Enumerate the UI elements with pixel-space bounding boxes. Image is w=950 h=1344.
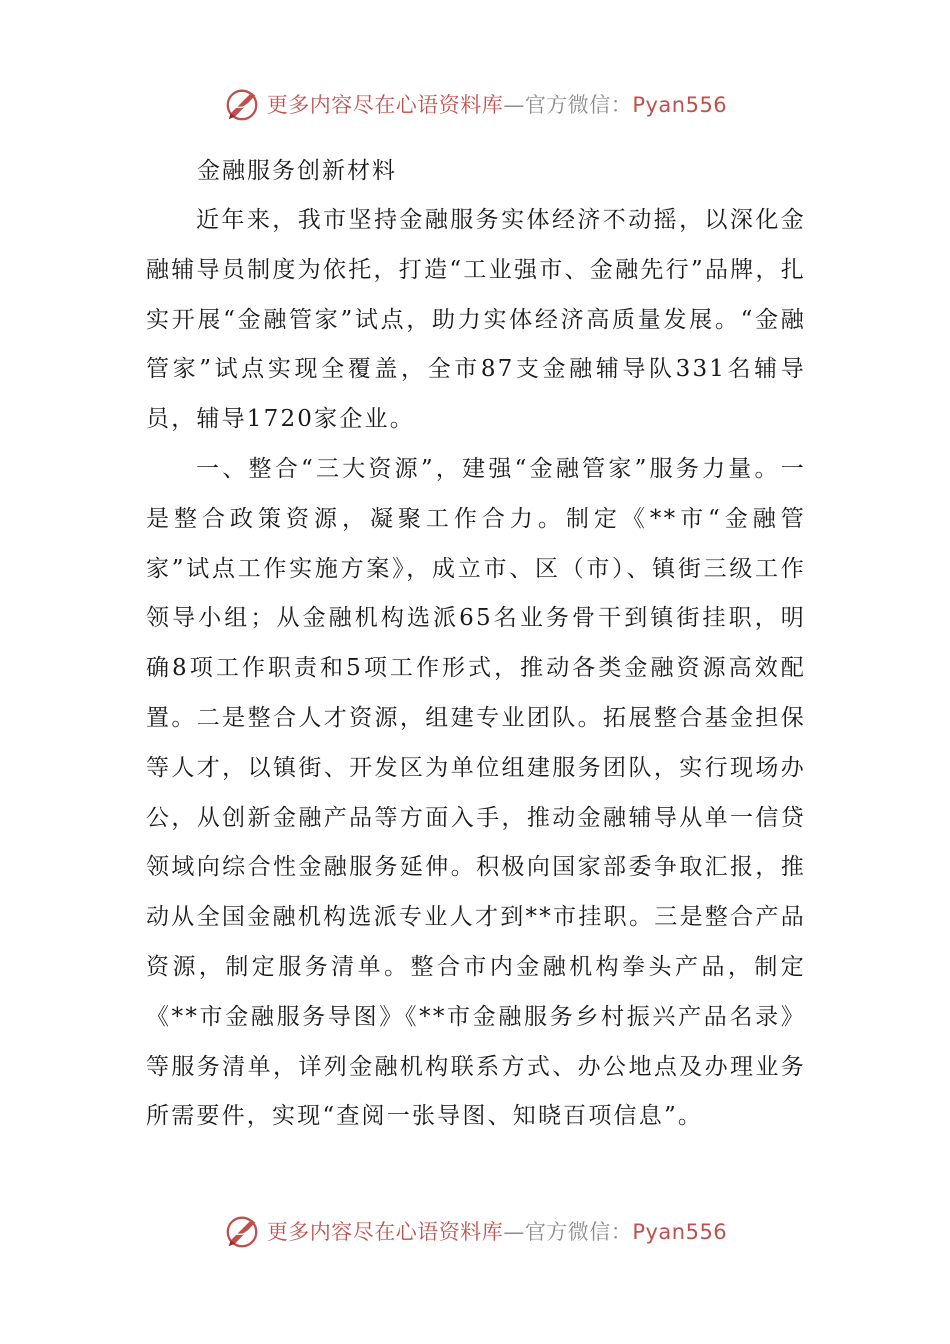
paragraph-intro: 近年来，我市坚持金融服务实体经济不动摇，以深化金融辅导员制度为依托，打造“工业强市、金融先行”品牌，扎实开展“金融管家”试点，助力实体经济高质量发展。“金融管家”试点实现全覆盖，全市87支金融辅导队331名辅导员，辅导1720家企业。 xyxy=(146,207,806,433)
watermark-site-name: 更多内容尽在心语资料库 xyxy=(266,1220,504,1244)
watermark-official-label: 官方微信： xyxy=(524,1220,633,1244)
paragraph-section-one: 一、整合“三大资源”，建强“金融管家”服务力量。一是整合政策资源，凝聚工作合力。制定《**市“金融管家”试点工作实施方案》，成立市、区（市）、镇街三级工作领导小组；从金融机构选派65名业务骨干到镇街挂职，明确8项工作职责和5项工作形式，推动各类金融资源高效配置。二是整合人才资源，组建专业团队。拓展整合基金担保等人才，以镇街、开发区为单位组建服务团队，实行现场办公，从创新金融产品等方面入手，推动金融辅导从单一信贷领域向综合性金融服务延伸。积极向国家部委争取汇报，推动从全国金融机构选派专业人才到**市挂职。三是整合产品资源，制定服务清单。整合市内金融机构拳头产品，制定《**市金融服务导图》《**市金融服务乡村振兴产品名录》等服务清单，详列金融机构联系方式、办公地点及办理业务所需要件，实现“查阅一张导图、知晓百项信息”。 xyxy=(146,455,806,1130)
pen-circle-logo-icon xyxy=(223,85,261,123)
watermark-wechat-id: Pyan556 xyxy=(632,1220,728,1244)
pen-circle-logo-icon xyxy=(223,1212,261,1250)
watermark-text xyxy=(267,89,727,119)
watermark-dash: — xyxy=(503,93,525,117)
footer-watermark-banner xyxy=(0,1209,950,1253)
watermark-official-label: 官方微信： xyxy=(524,93,633,117)
watermark-site-name: 更多内容尽在心语资料库 xyxy=(266,93,504,117)
watermark-text xyxy=(267,1216,727,1246)
watermark-dash: — xyxy=(503,1220,525,1244)
watermark-wechat-id: Pyan556 xyxy=(632,93,728,117)
document-title: 金融服务创新材料 xyxy=(197,158,397,184)
document-body xyxy=(146,150,806,1142)
header-watermark-banner xyxy=(0,82,950,126)
